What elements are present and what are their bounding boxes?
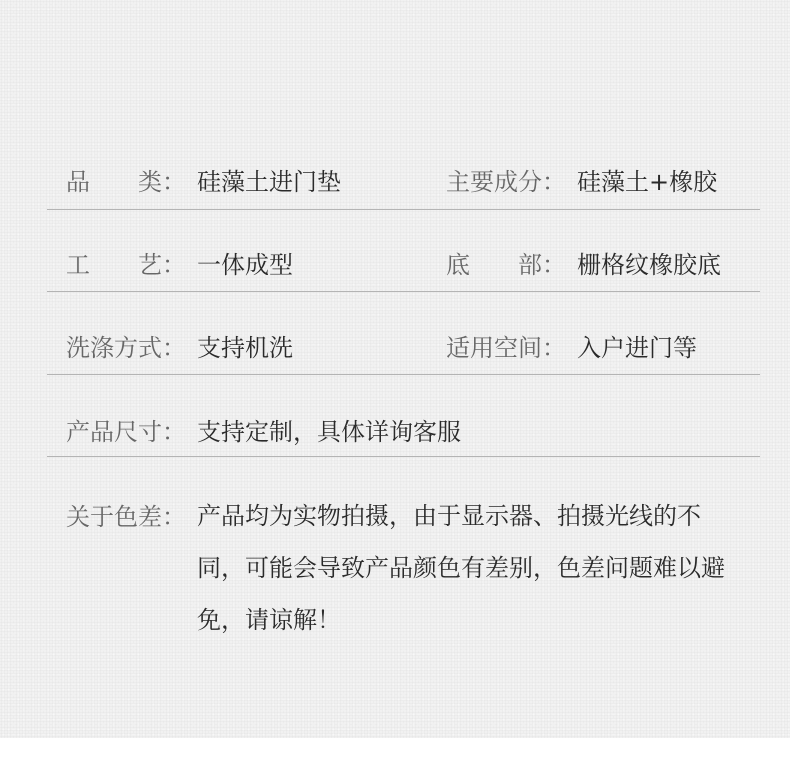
- usage-space-value: 入户进门等: [577, 333, 697, 362]
- color-note-label: 关于色差：: [66, 503, 186, 531]
- washing-value: 支持机洗: [197, 333, 293, 362]
- row-divider: [47, 456, 760, 457]
- bottom-strip: [0, 738, 790, 757]
- bottom-label: 底 部：: [446, 250, 566, 279]
- craft-label: 工 艺：: [66, 250, 186, 279]
- craft-value: 一体成型: [197, 250, 293, 279]
- color-note-text: 产品均为实物拍摄，由于显示器、拍摄光线的不同，可能会导致产品颜色有差别，色差问题难以避免，请谅解！: [197, 502, 725, 634]
- main-material-value: 硅藻土+橡胶: [577, 167, 718, 196]
- washing-label: 洗涤方式：: [66, 333, 186, 362]
- size-label: 产品尺寸：: [66, 417, 186, 446]
- row-divider: [47, 209, 760, 210]
- category-label: 品 类：: [66, 167, 186, 196]
- spec-row-washing: [0, 305, 790, 385]
- row-divider: [47, 291, 760, 292]
- spec-row-size: [0, 389, 790, 469]
- usage-space-label: 适用空间：: [446, 333, 566, 362]
- spec-row-category: [0, 139, 790, 219]
- category-value: 硅藻土进门垫: [197, 167, 341, 196]
- size-value: 支持定制，具体详询客服: [197, 417, 461, 446]
- bottom-value: 栅格纹橡胶底: [577, 250, 721, 279]
- main-material-label: 主要成分：: [446, 167, 566, 196]
- row-divider: [47, 374, 760, 375]
- spec-row-craft: [0, 222, 790, 302]
